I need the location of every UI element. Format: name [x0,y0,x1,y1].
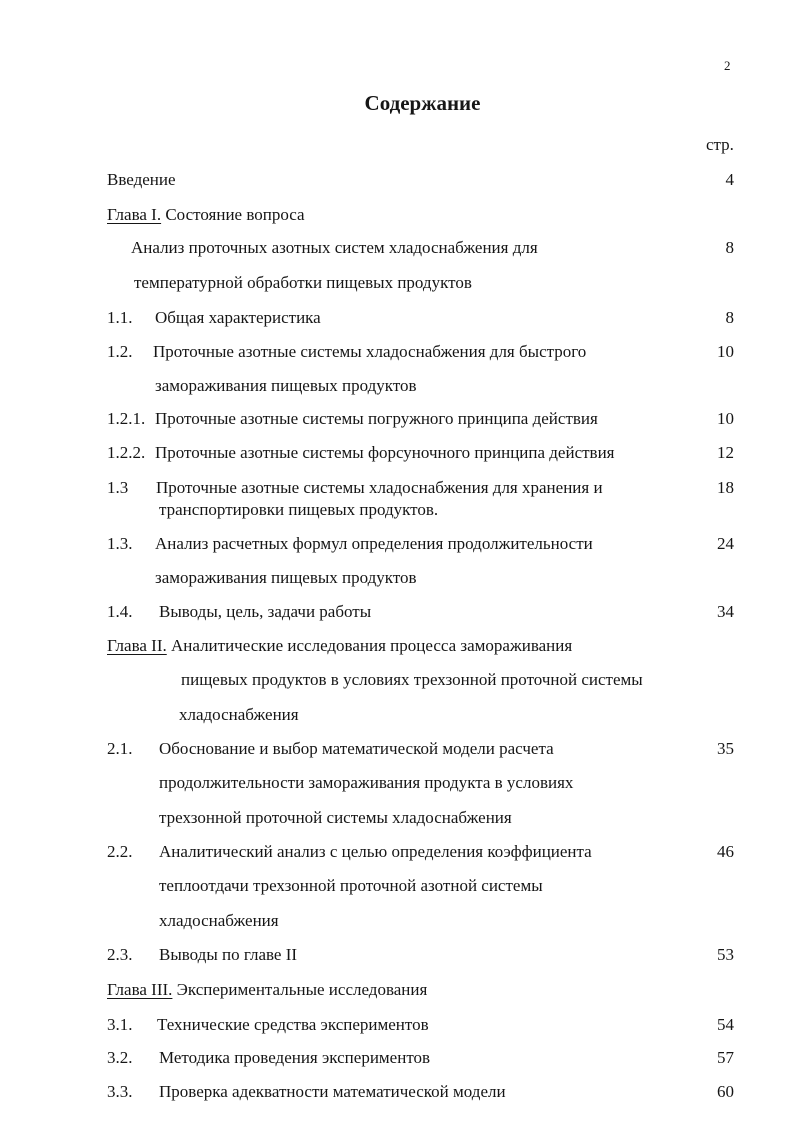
toc-entry-text: Проточные азотные системы погружного принципа действия [155,409,598,428]
toc-entry-page: 53 [717,945,734,964]
toc-entry-text: Проточные азотные системы хладоснабжения для хранения и [156,478,603,497]
toc-entry-number: 2.1. [107,739,133,758]
toc-entry-page: 4 [725,170,734,189]
toc-entry-text: Проточные азотные системы форсуночного принципа действия [155,443,615,462]
toc-entry-number: 1.2.1. [107,409,146,428]
toc-entry-text-continued: теплоотдачи трехзонной проточной азотной системы [159,876,543,895]
chapter-heading [107,980,427,1000]
toc-entry-page: 12 [717,443,734,462]
chapter-title: Аналитические исследования процесса замораживания [171,636,573,655]
toc-entry-number: 2.3. [107,945,133,964]
toc-entry-number: 1.2.2. [107,443,146,462]
toc-entry-text-continued: хладоснабжения [159,911,279,930]
toc-entry-page: 34 [717,602,734,621]
toc-entry-page: 24 [717,534,734,553]
toc-entry-text-continued: транспортировки пищевых продуктов. [159,500,439,519]
toc-entry-number: 1.2. [107,342,133,361]
page-column-label: стр. [706,135,734,154]
toc-entry-text: Проточные азотные системы хладоснабжения для быстрого [153,342,587,361]
chapter-label: Глава III. [107,980,173,999]
toc-entry-number: 1.3. [107,534,133,553]
toc-entry-number: 1.4. [107,602,133,621]
toc-entry-number: 3.3. [107,1082,133,1101]
toc-entry-page: 8 [725,308,734,327]
toc-entry-number: 3.2. [107,1048,133,1067]
toc-entry-number: 3.1. [107,1015,133,1034]
toc-entry-text: Выводы по главе II [159,945,298,964]
chapter-title-continued: хладоснабжения [179,705,299,724]
toc-entry-text: Обоснование и выбор математической модели расчета [159,739,554,758]
toc-entry-page: 8 [725,238,734,257]
toc-entry-page: 57 [717,1048,734,1067]
chapter-title: Экспериментальные исследования [176,980,428,999]
toc-entry-number: 2.2. [107,842,133,861]
toc-entry-text: Анализ расчетных формул определения продолжительности [155,534,593,553]
page-number: 2 [724,58,731,73]
toc-entry-text: Методика проведения экспериментов [159,1048,431,1067]
toc-entry-text: Аналитический анализ с целью определения коэффициента [159,842,592,861]
toc-entry-text: Выводы, цель, задачи работы [159,602,372,621]
toc-entry-text: Проверка адекватности математической модели [159,1082,506,1101]
toc-entry-text-continued: температурной обработки пищевых продуктов [134,273,472,292]
toc-entry-page: 54 [717,1015,734,1034]
toc-entry-number: 1.1. [107,308,133,327]
toc-entry-text-continued: продолжительности замораживания продукта в условиях [159,773,574,792]
toc-entry-page: 10 [717,342,734,361]
chapter-title: Состояние вопроса [165,205,305,224]
toc-entry-page: 10 [717,409,734,428]
page-title: Содержание [364,91,481,115]
toc-entry-text: Анализ проточных азотных систем хладоснабжения для [131,238,538,257]
chapter-heading [107,205,305,225]
toc-entry-text-continued: замораживания пищевых продуктов [155,376,417,395]
toc-entry-text: Общая характеристика [155,308,321,327]
chapter-title-continued: пищевых продуктов в условиях трехзонной проточной системы [181,670,643,689]
toc-entry-text-continued: трехзонной проточной системы хладоснабжения [159,808,512,827]
toc-entry-text: Технические средства экспериментов [157,1015,429,1034]
toc-entry-text: Введение [107,170,176,189]
toc-entry-page: 18 [717,478,734,497]
chapter-label: Глава II. [107,636,167,655]
chapter-heading [107,636,572,656]
toc-entry-number: 1.3 [107,478,129,497]
toc-entry-text-continued: замораживания пищевых продуктов [155,568,417,587]
toc-entry-page: 60 [717,1082,734,1101]
chapter-label: Глава I. [107,205,162,224]
toc-entry-page: 46 [717,842,734,861]
toc-entry-page: 35 [717,739,734,758]
